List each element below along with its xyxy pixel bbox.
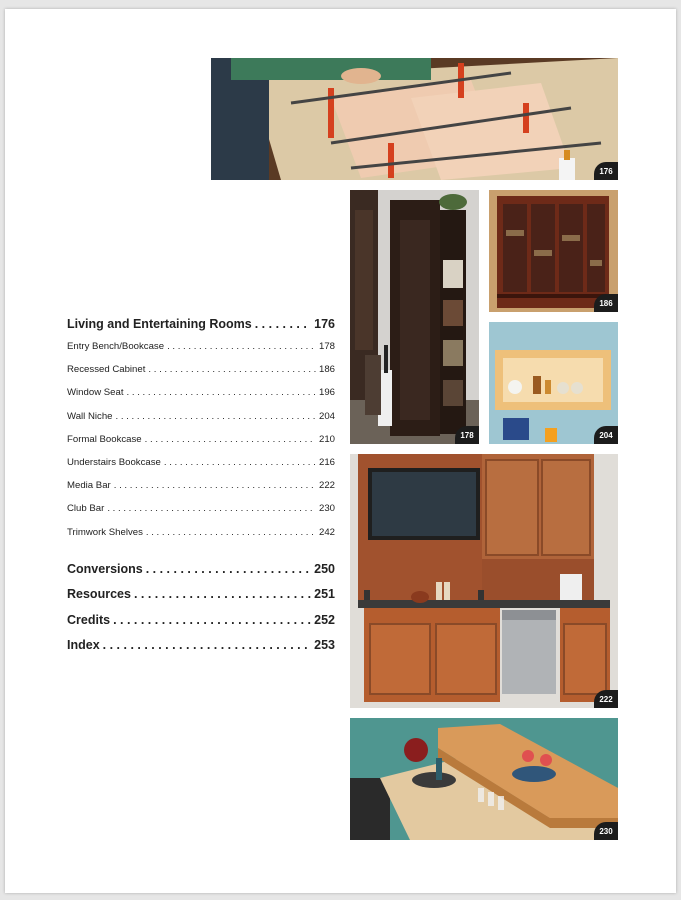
toc-item[interactable]	[67, 457, 335, 480]
toc-item-title: Wall Niche	[67, 410, 113, 422]
toc-backmatter-item[interactable]	[67, 638, 335, 664]
page	[5, 9, 676, 893]
photo-media-bar	[350, 454, 618, 708]
toc-item[interactable]	[67, 411, 335, 434]
toc-item-page: 230	[318, 503, 335, 515]
toc-leader	[114, 480, 316, 491]
photo-entry-bookcase	[350, 190, 479, 444]
toc-backmatter-title: Conversions	[67, 561, 143, 576]
toc-leader	[148, 364, 316, 375]
toc-item[interactable]	[67, 503, 335, 526]
toc-item-title: Trimwork Shelves	[67, 526, 143, 538]
toc-backmatter-title: Index	[67, 638, 100, 653]
toc-leader	[145, 434, 316, 445]
toc-backmatter-item[interactable]	[67, 562, 335, 588]
table-of-contents	[67, 317, 335, 664]
toc-item-title: Media Bar	[67, 480, 111, 492]
toc-item-title: Recessed Cabinet	[67, 364, 146, 376]
toc-item-title: Understairs Bookcase	[67, 456, 161, 468]
toc-leader	[164, 457, 316, 468]
toc-leader	[146, 562, 311, 576]
toc-item[interactable]	[67, 341, 335, 364]
photo-wall-niche	[489, 322, 618, 444]
toc-item-page: 204	[318, 410, 335, 422]
toc-item-title: Formal Bookcase	[67, 433, 142, 445]
toc-leader	[103, 638, 311, 652]
toc-section-page: 176	[314, 317, 335, 331]
toc-item-page: 242	[318, 526, 335, 538]
toc-item-title: Club Bar	[67, 503, 105, 515]
toc-item[interactable]	[67, 387, 335, 410]
toc-leader	[113, 613, 311, 627]
toc-leader	[116, 411, 316, 422]
toc-item-page: 178	[318, 341, 335, 352]
toc-backmatter-page: 252	[314, 612, 335, 627]
photo-page-number: 204	[594, 426, 618, 444]
toc-item-page: 186	[318, 364, 335, 376]
toc-item[interactable]	[67, 364, 335, 387]
photo-page-number: 230	[594, 822, 618, 840]
toc-item[interactable]	[67, 480, 335, 503]
toc-item-page: 222	[318, 480, 335, 492]
toc-item[interactable]	[67, 527, 335, 550]
toc-leader	[134, 587, 311, 601]
toc-item-page: 210	[318, 433, 335, 445]
toc-leader	[146, 527, 316, 538]
toc-backmatter-item[interactable]	[67, 587, 335, 613]
toc-item-title: Entry Bench/Bookcase	[67, 341, 165, 352]
toc-backmatter-item[interactable]	[67, 613, 335, 639]
toc-item-page: 216	[318, 456, 335, 468]
toc-backmatter-title: Credits	[67, 612, 111, 627]
toc-item[interactable]	[67, 434, 335, 457]
photo-clamped-boards	[211, 58, 618, 180]
toc-leader	[127, 387, 316, 398]
photo-club-bar	[350, 718, 618, 840]
toc-backmatter-page: 250	[314, 561, 335, 576]
photo-page-number: 178	[455, 426, 479, 444]
toc-section-heading[interactable]	[67, 317, 335, 337]
toc-section-title: Living and Entertaining Rooms	[67, 317, 252, 331]
photo-page-number: 176	[594, 162, 618, 180]
toc-item-page: 196	[318, 387, 335, 399]
photo-page-number: 186	[594, 294, 618, 312]
toc-backmatter-page: 253	[314, 638, 335, 653]
toc-leader	[107, 503, 316, 514]
photo-recessed-cabinet	[489, 190, 618, 312]
toc-backmatter-title: Resources	[67, 587, 131, 602]
toc-backmatter-page: 251	[314, 587, 335, 602]
toc-leader	[255, 317, 311, 331]
photo-page-number: 222	[594, 690, 618, 708]
toc-leader	[167, 341, 316, 352]
toc-item-title: Window Seat	[67, 387, 124, 399]
